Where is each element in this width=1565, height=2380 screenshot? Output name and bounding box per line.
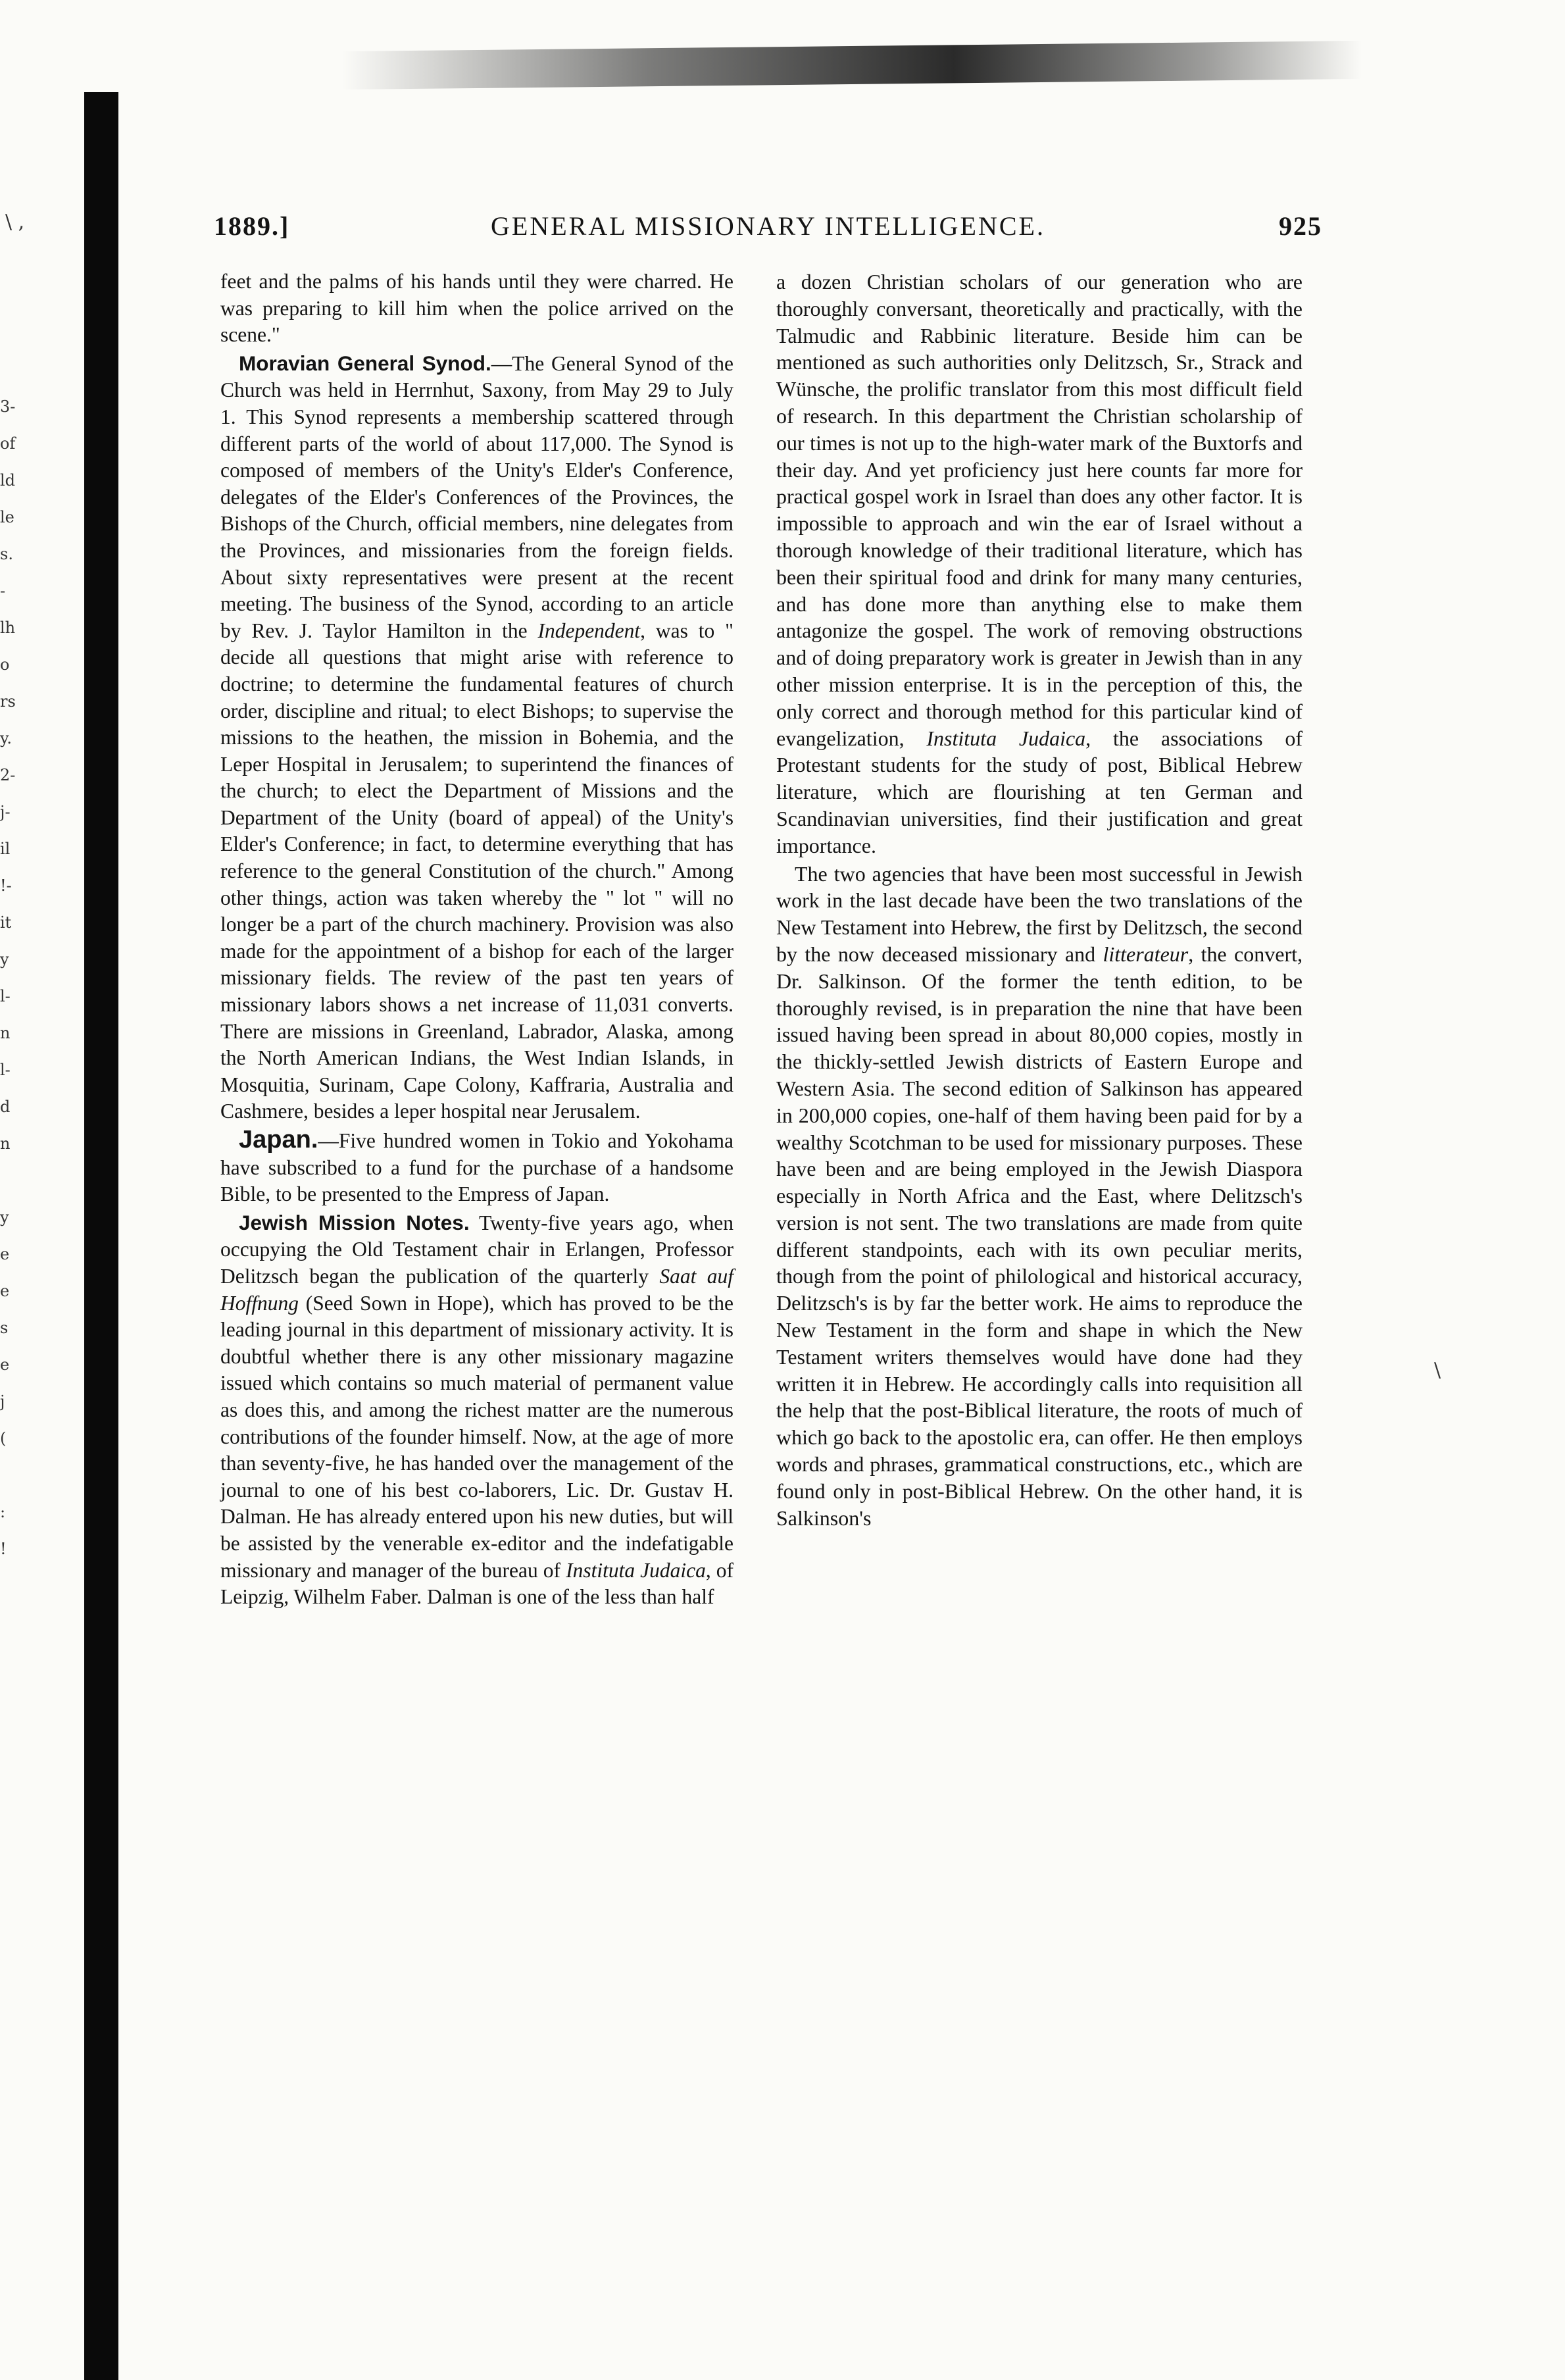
margin-fragment: ld <box>0 471 16 490</box>
margin-fragment: of <box>0 434 16 453</box>
margin-fragment: ( <box>0 1429 7 1448</box>
scan-shadow-band <box>342 41 1362 89</box>
margin-fragment: le <box>0 508 14 526</box>
margin-fragment: e <box>0 1282 10 1300</box>
section-heading: Moravian General Synod. <box>239 351 491 375</box>
margin-fragment: n <box>0 1024 11 1042</box>
paragraph-translations: The two agencies that have been most successful in Jewish work in the last decade have been the two translations of the New Testament into Hebrew, the first by Delitzsch, the second by the now deceased missionary and litterateur, the convert, Dr. Salkinson. Of the former the tenth edition, to be thoroughly revised, is in preparation the nine that have been issued having been spread in about 80,000 copies, mostly in the thickly-settled Jewish districts of Eastern Europe and Western Asia. The second edition of Salkinson has appeared in 200,000 copies, one-half of them having been paid for by a wealthy Scotchman to be used for missionary purposes. These have been and are being employed in the Jewish Diaspora especially in North Africa and the East, where Delitzsch's version is not sent. The two translations are made from quite different standpoints, each with its own peculiar merits, though from the point of philological and historical accuracy, Delitzsch's is by far the better work. He aims to reproduce the New Testament in the form and shape in which the New Testament writers themselves would have done had they written it in Hebrew. He accordingly calls into requisition all the help that the post-Biblical literature, the roots of much of which go back to the apostolic era, can offer. He then employs words and phrases, grammatical constructions, etc., which are found only in post-Biblical Hebrew. On the other hand, it is Salkinson's <box>776 861 1303 1530</box>
adjacent-page-fragments <box>0 388 66 1567</box>
margin-fragment: il <box>0 840 11 858</box>
margin-fragment: y. <box>0 729 12 747</box>
margin-fragment: it <box>0 913 12 932</box>
margin-fragment: : <box>0 1503 6 1521</box>
header-year: 1889.] <box>214 211 290 241</box>
margin-fragment: 2- <box>0 766 16 784</box>
margin-fragment <box>0 1457 66 1494</box>
paragraph-japan: Japan.—Five hundred women in Tokio and Yokohama have subscribed to a fund for the purchase of a handsome Bible, to be presented to the Empress of Japan. <box>220 1126 733 1206</box>
margin-fragment: lh <box>0 619 16 637</box>
header-title: GENERAL MISSIONARY INTELLIGENCE. <box>491 211 1045 241</box>
paragraph: feet and the palms of his hands until they were charred. He was preparing to kill him when the police arrived on the scene." <box>220 270 733 347</box>
margin-fragment: o <box>0 655 10 674</box>
margin-fragment: e <box>0 1355 10 1374</box>
paragraph: a dozen Christian scholars of our generation who are thoroughly conversant, theoretically and practically, with the Talmudic and Rabbinic literature. Beside him can be mentioned as such authorities only Delitzsch, Sr., Strack and Wünsche, the prolific translator from this most difficult field of research. In this department the Christian scholarship of our times is not up to the high-water mark of the Buxtorfs and their day. And yet proficiency just here counts far more for practical gospel work in Israel than does any other factor. It is impossible to approach and win the ear of Israel without a thorough knowledge of their traditional literature, which has been their spiritual food and drink for many many centuries, and has done more than anything else to make them antagonize the gospel. The work of removing obstructions and of doing preparatory work is greater in Jewish than in any other mission enterprise. It is in the perception of this, the only correct and thorough method for this particular kind of evangelization, Instituta Judaica, the associations of Protestant students for the study of post, Biblical Hebrew literature, which are flourishing at ten German and Scandinavian universities, find their justification and great importance. <box>776 270 1303 857</box>
margin-fragment: e <box>0 1245 10 1263</box>
running-header <box>214 211 1322 250</box>
page-number: 925 <box>1279 211 1322 241</box>
margin-fragment: !- <box>0 876 12 895</box>
margin-fragment: y <box>0 1208 9 1227</box>
margin-fragment <box>0 1162 66 1199</box>
margin-fragment: n <box>0 1134 11 1153</box>
margin-fragment: - <box>0 582 6 600</box>
right-column <box>776 268 1303 1531</box>
section-heading: Japan. <box>239 1126 318 1153</box>
margin-fragment: rs <box>0 692 16 711</box>
margin-fragment: 3- <box>0 397 16 416</box>
paragraph-moravian-synod: Moravian General Synod.—The General Synod of the Church was held in Herrnhut, Saxony, from May 29 to July 1. This Synod represents a membership scattered through different parts of the world of about 117,000. The Synod is composed of members of the Unity's Elder's Conference, delegates of the Elder's Conferences of the Provinces, the Bishops of the Church, official members, nine delegates from the Provinces, and missionaries from the foreign fields. About sixty representatives were present at the recent meeting. The business of the Synod, according to an article by Rev. J. Taylor Hamilton in the Independent, was to " decide all questions that might arise with reference to doctrine; to determine the fundamental features of church order, discipline and ritual; to elect Bishops; to supervise the missions to the heathen, the mission in Bohemia, and the Leper Hospital in Jerusalem; to superintend the finances of the church; to elect the Department of Missions and the Department of the Unity (board of appeal) of the Unity's Elder's Conference; in fact, to determine everything that has reference to the general Constitution of the church." Among other things, action was taken whereby the " lot " will no longer be a part of the church machinery. Provision was also made for the appointment of a bishop for each of the larger missionary fields. The review of the past ten years of missionary labors shows a net increase of 11,031 converts. There are missions in Greenland, Labrador, Alaska, among the North American Indians, the West Indian Islands, in Mosquitia, Surinam, Cape Colony, Kaffraria, Australia and Cashmere, besides a leper hospital near Jerusalem. <box>220 351 734 1123</box>
margin-fragment: j- <box>0 803 11 821</box>
margin-fragment: d <box>0 1098 11 1116</box>
stray-mark-right: \ <box>1434 1359 1441 1382</box>
margin-fragment: l- <box>0 1061 11 1079</box>
margin-fragment: l- <box>0 987 11 1005</box>
stray-mark-corner: \ , <box>5 211 25 234</box>
margin-fragment: y <box>0 950 9 969</box>
margin-fragment: ! <box>0 1540 7 1558</box>
margin-fragment: j <box>0 1392 5 1411</box>
binding-spine-shadow <box>84 92 118 2380</box>
margin-fragment: s <box>0 1319 9 1337</box>
paragraph-jewish-mission: Jewish Mission Notes. Twenty-five years ago, when occupying the Old Testament chair in Erlangen, Professor Delitzsch began the publication of the quarterly Saat auf Hoffnung (Seed Sown in Hope), which has proved to be the leading journal in this department of missionary activity. It is doubtful whether there is any other missionary magazine issued which contains so much material of permanent value as does this, and among the richest matter are the numerous contributions of the founder himself. Now, at the age of more than seventy-five, he has handed over the management of the journal to one of his best co-laborers, Lic. Dr. Gustav H. Dalman. He has already entered upon his new duties, but will be assisted by the venerable ex-editor and the indefatigable missionary and manager of the bureau of Instituta Judaica, of Leipzig, Wilhelm Faber. Dalman is one of the less than half <box>220 1210 733 1609</box>
left-column <box>220 268 733 1611</box>
margin-fragment: s. <box>0 545 13 563</box>
section-heading: Jewish Mission Notes. <box>239 1210 470 1234</box>
